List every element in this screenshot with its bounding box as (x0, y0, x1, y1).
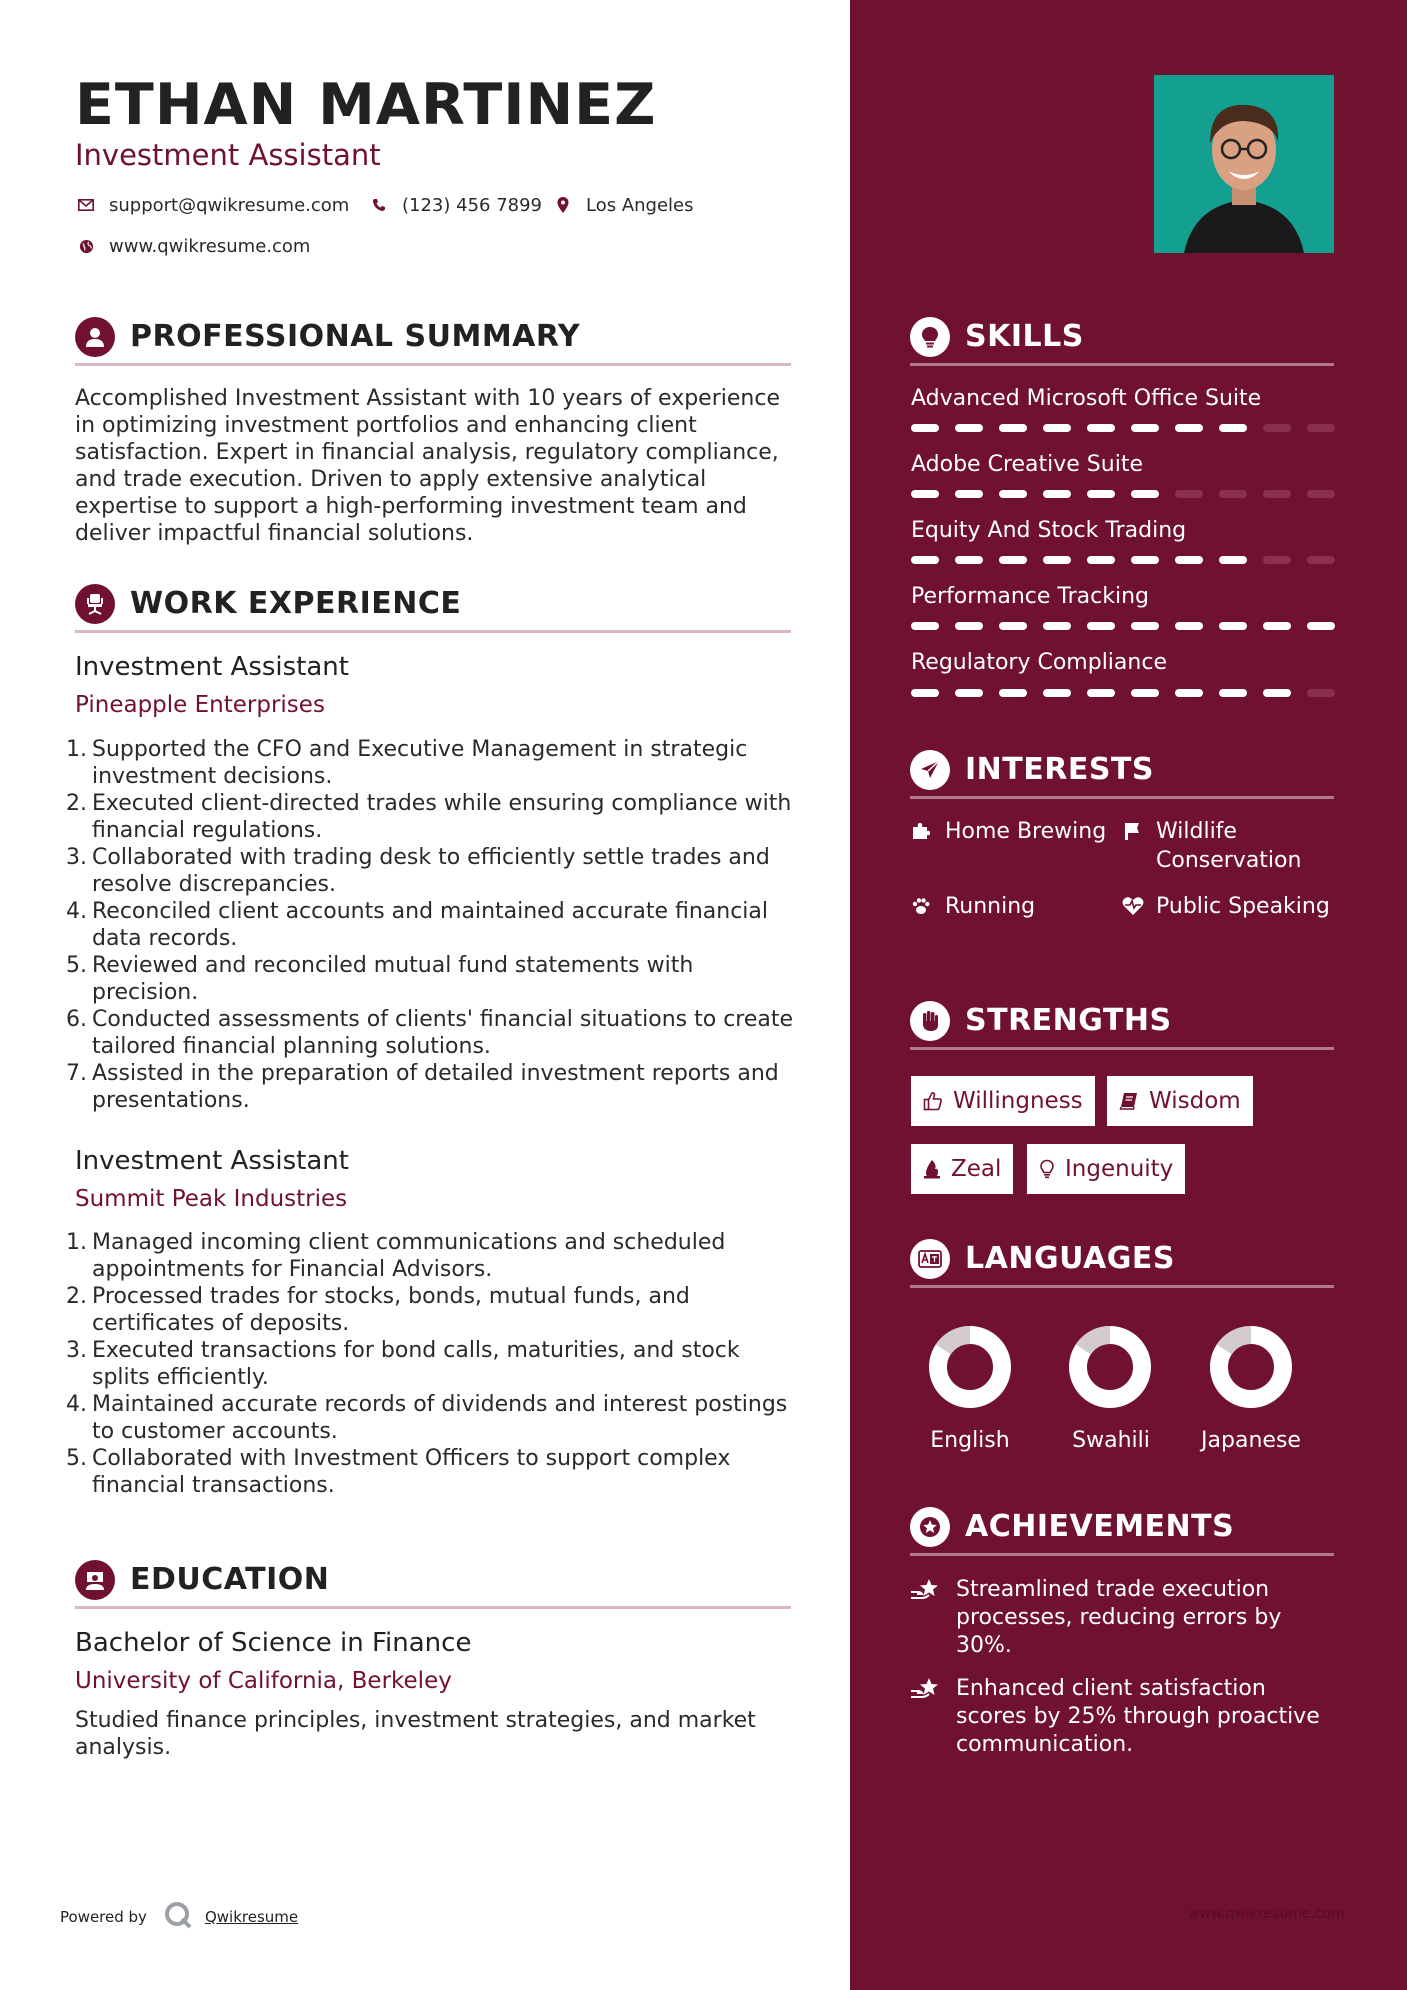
skill-level-segment (1131, 622, 1159, 630)
strength-label: Willingness (953, 1088, 1083, 1114)
office-chair-icon (75, 584, 115, 624)
skills-title: SKILLS (965, 319, 1084, 354)
list-item: 4. Maintained accurate records of dividends and interest postings to customer accounts. (66, 1392, 788, 1444)
phone-text: (123) 456 7899 (402, 194, 543, 216)
profile-photo (1154, 75, 1334, 253)
strength-label: Wisdom (1149, 1088, 1241, 1114)
footer-powered-by (60, 1900, 298, 1934)
globe-icon (75, 235, 97, 257)
list-item: 5. Reviewed and reconciled mutual fund statements with precision. (66, 953, 694, 1005)
interest-label: Running (945, 894, 1036, 919)
summary-title: PROFESSIONAL SUMMARY (130, 319, 581, 354)
footer-website[interactable]: www.qwikresume.com (1188, 1906, 1345, 1922)
summary-heading (75, 310, 791, 366)
puzzle-icon (911, 817, 945, 846)
languages-title: LANGUAGES (965, 1241, 1175, 1276)
location-text: Los Angeles (586, 194, 694, 216)
skill-level-segment (1131, 424, 1159, 432)
skill-level-segment (955, 490, 983, 498)
skill-level-segment (1307, 689, 1335, 697)
skill-level-segment (1263, 689, 1291, 697)
skill-name: Adobe Creative Suite (911, 452, 1143, 477)
envelope-icon (75, 194, 97, 216)
star-badge-icon (910, 1507, 950, 1547)
interests-heading (910, 743, 1334, 799)
phone-icon (368, 194, 390, 216)
swahili-proficiency-ring (1067, 1324, 1153, 1410)
interest-label: Home Brewing (945, 819, 1107, 844)
lightbulb-icon (910, 317, 950, 357)
list-item: 5. Collaborated with Investment Officers to support complex financial transactions. (66, 1446, 731, 1498)
map-pin-icon (552, 194, 574, 216)
language-name: Swahili (1072, 1428, 1150, 1453)
summary-text: Accomplished Investment Assistant with 10 years of experience in optimizing investment portfolios and enhancing client satisfaction. Expert in financial analysis, regulatory compliance, and trade execution. Driven to apply extensive analytical expertise to support a high-performing investment team and deliver impactful financial solutions. (75, 386, 780, 546)
interest-label: Wildlife Conservation (1156, 819, 1302, 873)
languages-heading (910, 1232, 1334, 1288)
skill-level-segment (1087, 556, 1115, 564)
skill-level-segment (1263, 556, 1291, 564)
skill-level-segment (1087, 424, 1115, 432)
experience-heading (75, 577, 791, 633)
skill-level-segment (999, 490, 1027, 498)
skill-level-segment (955, 689, 983, 697)
candidate-title: Investment Assistant (75, 138, 381, 172)
skill-name: Performance Tracking (911, 584, 1149, 609)
strength-chip (911, 1144, 1013, 1194)
interest-item (911, 892, 1121, 921)
paper-plane-icon (910, 750, 950, 790)
skill-level-bar (911, 424, 1335, 432)
skill-level-segment (1043, 556, 1071, 564)
japanese-proficiency-ring (1208, 1324, 1294, 1410)
email-text: support@qwikresume.com (109, 194, 350, 216)
list-item: 2. Processed trades for stocks, bonds, mutual funds, and certificates of deposits. (66, 1284, 690, 1336)
list-item: 7. Assisted in the preparation of detailed investment reports and presentations. (66, 1061, 779, 1113)
skill-name: Advanced Microsoft Office Suite (911, 386, 1262, 411)
list-item: 2. Executed client-directed trades while ensuring compliance with financial regulations. (66, 791, 792, 843)
skill-level-segment (999, 622, 1027, 630)
fist-icon (910, 1001, 950, 1041)
job-1-bullets (66, 736, 796, 1114)
interest-item (911, 817, 1121, 846)
interest-item (1122, 892, 1332, 921)
skill-level-bar (911, 490, 1335, 498)
list-item: 4. Reconciled client accounts and maintained accurate financial data records. (66, 899, 768, 951)
education-heading (75, 1553, 791, 1609)
list-item: 6. Conducted assessments of clients' financial situations to create tailored financial planning solutions. (66, 1007, 794, 1059)
achievement-text: Streamlined trade execution processes, reducing errors by 30%. (956, 1577, 1282, 1658)
skill-level-segment (1131, 556, 1159, 564)
heartbeat-icon (1122, 892, 1156, 921)
interest-item (1122, 817, 1332, 875)
strengths-heading (910, 994, 1334, 1050)
skill-level-segment (999, 556, 1027, 564)
contact-phone[interactable] (368, 194, 542, 216)
skill-level-segment (1131, 490, 1159, 498)
skill-level-bar (911, 689, 1335, 697)
skill-level-segment (1175, 490, 1203, 498)
skill-level-segment (1219, 622, 1247, 630)
language-name: Japanese (1201, 1428, 1301, 1453)
skill-level-segment (1263, 622, 1291, 630)
skill-level-segment (1219, 490, 1247, 498)
skill-level-segment (1087, 622, 1115, 630)
contact-website[interactable] (75, 235, 310, 257)
contact-location (552, 194, 694, 216)
degree-title: Bachelor of Science in Finance (75, 1628, 472, 1658)
skill-level-segment (1175, 424, 1203, 432)
job-2-company: Summit Peak Industries (75, 1186, 348, 1212)
skill-level-segment (1219, 556, 1247, 564)
user-icon (75, 317, 115, 357)
job-1-company: Pineapple Enterprises (75, 692, 325, 718)
skill-level-segment (1043, 622, 1071, 630)
achievement-text: Enhanced client satisfaction scores by 25% through proactive communication. (956, 1676, 1320, 1757)
skill-level-segment (1087, 490, 1115, 498)
graduate-icon (75, 1560, 115, 1600)
skill-level-segment (1307, 424, 1335, 432)
skill-level-bar (911, 556, 1335, 564)
skill-level-segment (1043, 424, 1071, 432)
skill-level-segment (1043, 689, 1071, 697)
skill-level-segment (1307, 622, 1335, 630)
skill-level-segment (1087, 689, 1115, 697)
skill-level-segment (1307, 490, 1335, 498)
fire-icon (923, 1159, 941, 1179)
strength-chip (1107, 1076, 1253, 1126)
skill-level-segment (955, 622, 983, 630)
powered-by-text: Powered by (60, 1908, 147, 1926)
skill-level-segment (1175, 689, 1203, 697)
skill-level-segment (1131, 689, 1159, 697)
contact-email[interactable] (75, 194, 349, 216)
paw-icon (911, 892, 945, 921)
list-item: 1. Managed incoming client communications and scheduled appointments for Financial Advisors. (66, 1230, 726, 1282)
skill-level-segment (1175, 622, 1203, 630)
brand-link[interactable]: Qwikresume (204, 1908, 299, 1926)
skill-level-segment (955, 424, 983, 432)
translate-icon (910, 1239, 950, 1279)
strength-label: Zeal (951, 1156, 1002, 1182)
school-name: University of California, Berkeley (75, 1668, 452, 1694)
skill-level-segment (1307, 556, 1335, 564)
strength-chip (911, 1076, 1095, 1126)
skill-level-segment (955, 556, 983, 564)
skill-level-segment (911, 689, 939, 697)
skill-level-segment (1263, 490, 1291, 498)
skills-heading (910, 310, 1334, 366)
job-1-title: Investment Assistant (75, 652, 349, 682)
thumbs-up-icon (923, 1091, 943, 1111)
website-text: www.qwikresume.com (109, 235, 311, 257)
star-hand-icon (910, 1576, 956, 1660)
achievements-heading (910, 1500, 1334, 1556)
skill-level-segment (911, 556, 939, 564)
candidate-name: ETHAN MARTINEZ (75, 72, 657, 138)
achievements-title: ACHIEVEMENTS (965, 1509, 1235, 1544)
qwikresume-logo-icon (163, 1900, 193, 1934)
list-item: 3. Executed transactions for bond calls, maturities, and stock splits efficiently. (66, 1338, 740, 1390)
skill-name: Regulatory Compliance (911, 650, 1167, 675)
education-title: EDUCATION (130, 1562, 330, 1597)
skill-level-segment (1175, 556, 1203, 564)
interests-title: INTERESTS (965, 752, 1154, 787)
experience-title: WORK EXPERIENCE (130, 586, 462, 621)
english-proficiency-ring (927, 1324, 1013, 1410)
skill-level-segment (1219, 424, 1247, 432)
skill-level-segment (999, 689, 1027, 697)
language-name: English (930, 1428, 1010, 1453)
job-2-bullets (66, 1229, 796, 1499)
skill-level-segment (999, 424, 1027, 432)
strength-chip (1027, 1144, 1185, 1194)
skill-level-segment (911, 490, 939, 498)
achievement-item (910, 1576, 1330, 1660)
education-description: Studied finance principles, investment strategies, and market analysis. (75, 1708, 756, 1760)
skill-level-bar (911, 622, 1335, 630)
flag-icon (1122, 817, 1156, 875)
strength-label: Ingenuity (1065, 1156, 1174, 1182)
book-icon (1119, 1091, 1139, 1111)
skill-level-segment (1043, 490, 1071, 498)
strengths-title: STRENGTHS (965, 1003, 1172, 1038)
skill-level-segment (1263, 424, 1291, 432)
skill-level-segment (1219, 689, 1247, 697)
list-item: 1. Supported the CFO and Executive Management in strategic investment decisions. (66, 737, 748, 789)
interest-label: Public Speaking (1156, 894, 1330, 919)
list-item: 3. Collaborated with trading desk to efficiently settle trades and resolve discrepancies. (66, 845, 770, 897)
job-2-title: Investment Assistant (75, 1146, 349, 1176)
star-hand-icon (910, 1675, 956, 1759)
skill-level-segment (911, 622, 939, 630)
achievement-item (910, 1675, 1330, 1759)
skill-level-segment (911, 424, 939, 432)
skill-name: Equity And Stock Trading (911, 518, 1187, 543)
lightbulb-icon (1039, 1159, 1055, 1179)
